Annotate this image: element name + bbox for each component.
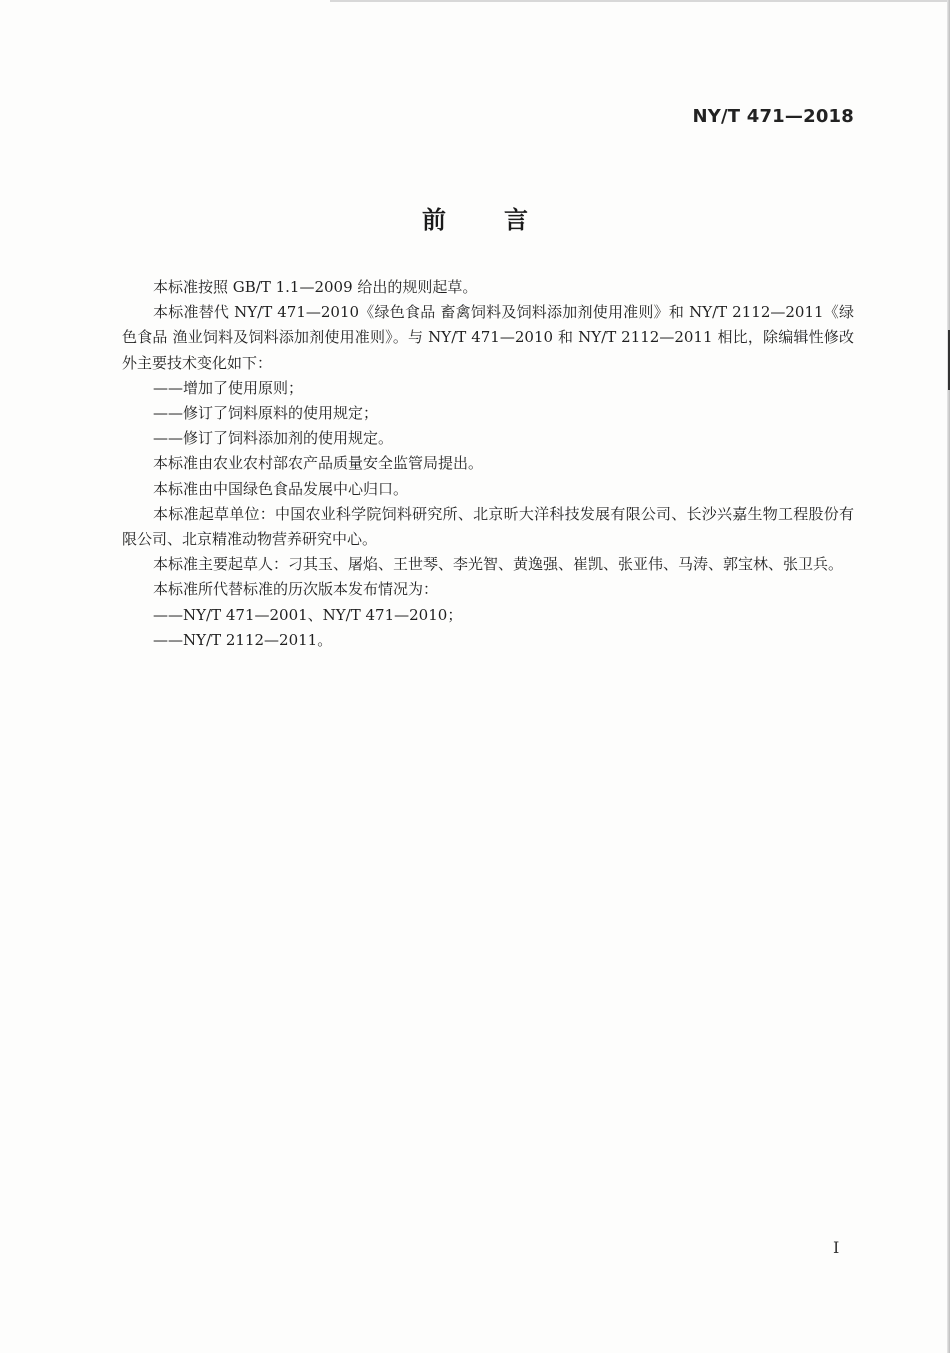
- paragraph-history-intro: 本标准所代替标准的历次版本发布情况为：: [153, 580, 439, 599]
- scan-edge-top: [330, 0, 950, 2]
- page-title: 前言: [422, 206, 586, 234]
- list-item-history-1: ——NY/T 471—2001、NY/T 471—2010；: [153, 605, 463, 624]
- list-item-change-3: ——修订了饲料添加剂的使用规定。: [153, 429, 394, 448]
- list-item-history-2: ——NY/T 2112—2011。: [153, 630, 333, 649]
- paragraph-drafting-units: 本标准起草单位：中国农业科学院饲料研究所、北京昕大洋科技发展有限公司、长沙兴嘉生物工程股份有限公司、北京精准动物营养研究中心。: [122, 504, 854, 549]
- paragraph-drafters: 本标准主要起草人：刁其玉、屠焰、王世琴、李光智、黄逸强、崔凯、张亚伟、马涛、郭宝林、张卫兵。: [153, 555, 844, 574]
- page-number: I: [833, 1238, 840, 1257]
- paragraph-proposed-by: 本标准由农业农村部农产品质量安全监管局提出。: [153, 454, 484, 473]
- list-item-change-1: ——增加了使用原则；: [153, 378, 304, 397]
- paragraph-replacement: 本标准替代 NY/T 471—2010《绿色食品 畜禽饲料及饲料添加剂使用准则》和 NY/T 2112—2011《绿色食品 渔业饲料及饲料添加剂使用准则》。与 NY/T 471—2010 和 NY/T 2112—2011 相比，除编辑性修改外主要技术变化如下：: [122, 303, 854, 372]
- standard-code: NY/T 471—2018: [692, 106, 854, 127]
- list-item-change-2: ——修订了饲料原料的使用规定；: [153, 404, 379, 423]
- paragraph-drafting-rules: 本标准按照 GB/T 1.1—2009 给出的规则起草。: [153, 278, 478, 296]
- paragraph-centralized-by: 本标准由中国绿色食品发展中心归口。: [153, 479, 409, 498]
- foreword-body: [122, 275, 854, 653]
